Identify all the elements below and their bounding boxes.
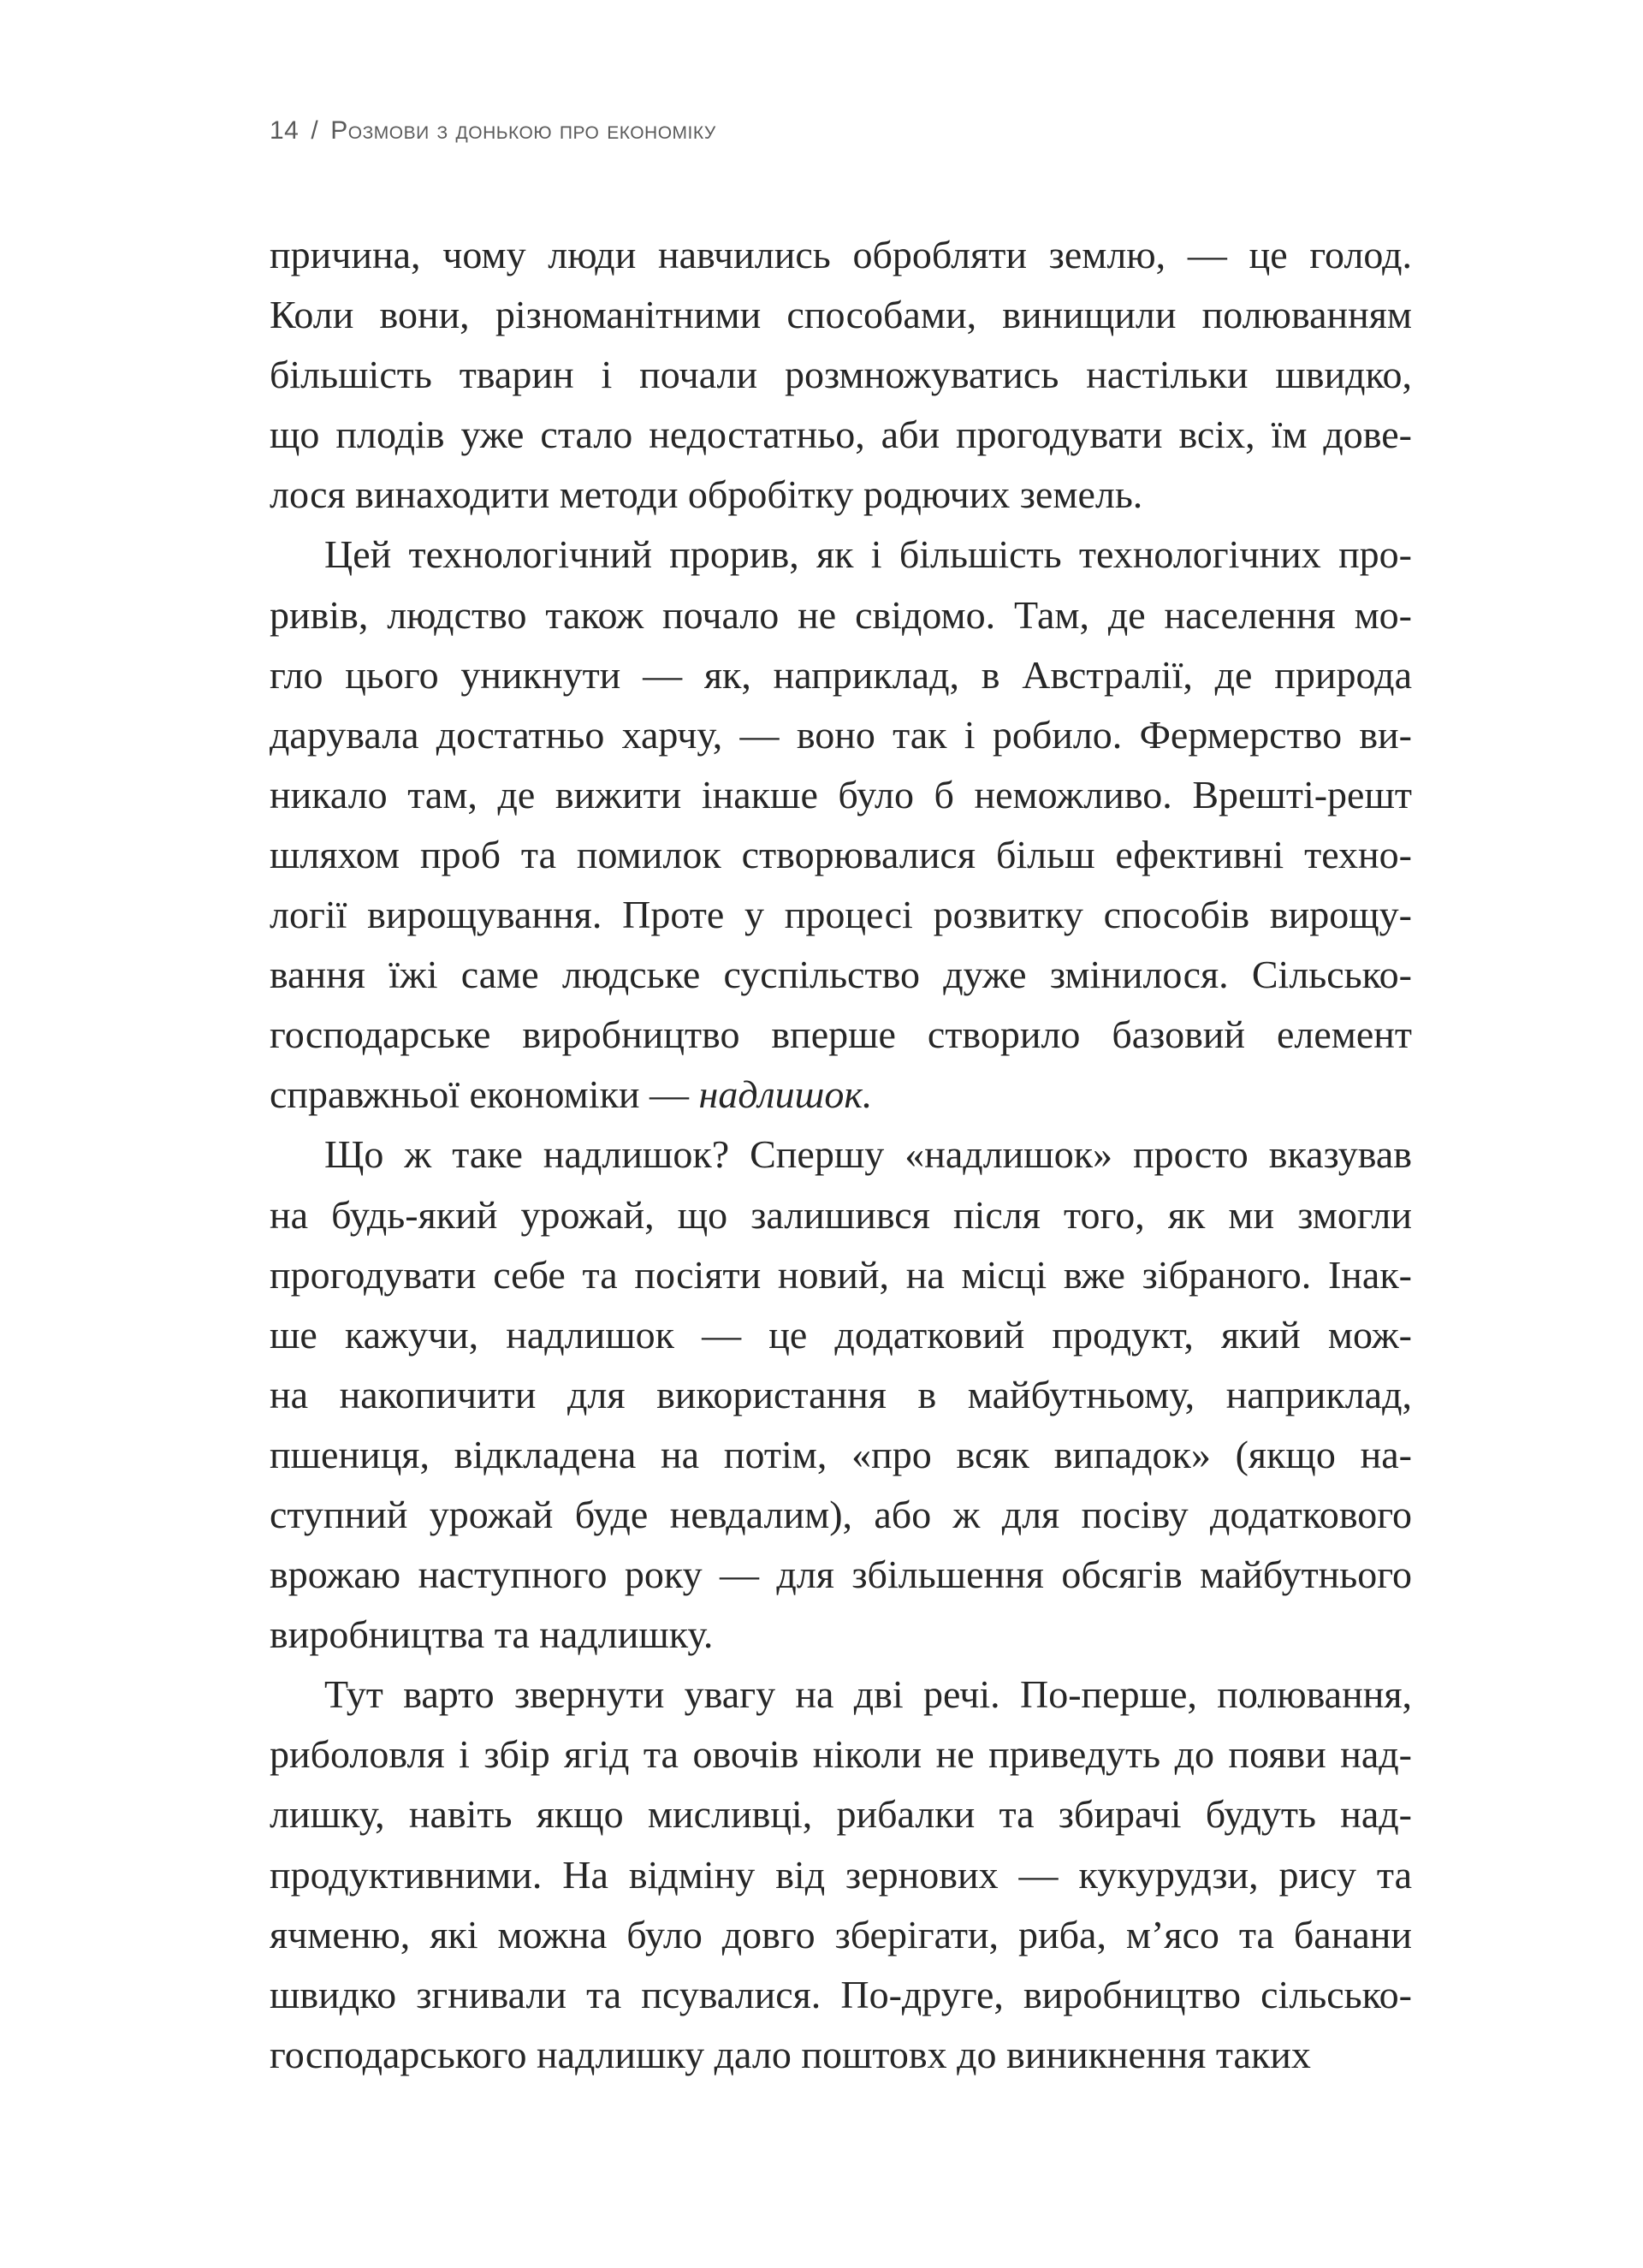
text-line: Що ж таке надлишок? Спершу «надлишок» просто вказував xyxy=(324,1132,1412,1177)
header-separator: / xyxy=(311,116,319,145)
text-line: врожаю наступного року — для збільшення обсягів майбутнього xyxy=(270,1553,1412,1597)
text-line: причина, чому люди навчились обробляти землю, — це голод. xyxy=(270,233,1412,276)
text-line: никало там, де вижити інакше було б неможливо. Врешті-решт xyxy=(270,772,1412,816)
text-line: прогодувати себе та посіяти новий, на місці вже зібраного. Інак- xyxy=(270,1252,1412,1297)
paragraph xyxy=(270,525,1412,1125)
text-line: логії вирощування. Проте у процесі розвитку способів вирощу- xyxy=(270,893,1412,937)
text-line: на будь-який урожай, що залишився після того, як ми змогли xyxy=(270,1192,1412,1237)
paragraph xyxy=(270,1125,1412,1665)
text-line: виробництва та надлишку. xyxy=(270,1612,714,1657)
text-line: шляхом проб та помилок створювалися більш ефективні техно- xyxy=(270,832,1412,876)
text-line: швидко згнивали та псувалися. По-друге, виробництво сільсько- xyxy=(270,1972,1412,2016)
text-line: господарське виробництво вперше створило базовий елемент xyxy=(270,1012,1412,1057)
text-line: що плодів уже стало недостатньо, аби прогодувати всіх, їм дове- xyxy=(270,413,1412,457)
text-line: ше кажучи, надлишок — це додатковий продукт, який мож- xyxy=(270,1312,1412,1357)
text-line: Тут варто звернути увагу на дві речі. По-перше, полювання, xyxy=(324,1672,1412,1717)
text-line: ривів, людство також почало не свідомо. Там, де населення мо- xyxy=(270,592,1412,637)
text-line: Цей технологічний прорив, як і більшість технологічних про- xyxy=(324,532,1412,577)
text-line: пшениця, відкладена на потім, «про всяк випадок» (якщо на- xyxy=(270,1432,1412,1476)
text-line: вання їжі саме людське суспільство дуже змінилося. Сільсько- xyxy=(270,953,1412,997)
page-body xyxy=(270,225,1412,2085)
text-line: лишку, навіть якщо мисливці, рибалки та збирачі будуть над- xyxy=(270,1792,1412,1837)
paragraph xyxy=(270,1665,1412,2085)
text-line: більшість тварин і почали розмножуватись настільки швидко, xyxy=(270,353,1412,397)
text-line xyxy=(270,1065,1412,1125)
text-line: ступний урожай буде невдалим), або ж для посіву додаткового xyxy=(270,1492,1412,1536)
book-title: Розмови з донькою про економіку xyxy=(330,116,716,145)
text-line: риболовля і збір ягід та овочів ніколи не приведуть до появи над- xyxy=(270,1732,1412,1777)
page-number: 14 xyxy=(270,116,300,145)
text-line: дарувала достатньо харчу, — воно так і робило. Фермерство ви- xyxy=(270,712,1412,757)
text-segment: справжньої економіки — xyxy=(270,1072,699,1117)
text-line: лося винаходити методи обробітку родючих земель. xyxy=(270,472,1143,517)
text-line: господарського надлишку дало поштовх до виникнення таких xyxy=(270,2032,1311,2076)
text-line: Коли вони, різноманітними способами, винищили полюванням xyxy=(270,293,1412,337)
running-header xyxy=(270,116,716,145)
paragraph xyxy=(270,225,1412,525)
text-line: гло цього уникнути — як, наприклад, в Австралії, де природа xyxy=(270,652,1412,697)
text-line: продуктивними. На відміну від зернових — кукурудзи, рису та xyxy=(270,1852,1412,1897)
text-line: ячменю, які можна було довго зберігати, риба, м’ясо та банани xyxy=(270,1912,1412,1956)
italic-term: надлишок. xyxy=(698,1072,873,1117)
text-line: на накопичити для використання в майбутньому, наприклад, xyxy=(270,1372,1412,1416)
